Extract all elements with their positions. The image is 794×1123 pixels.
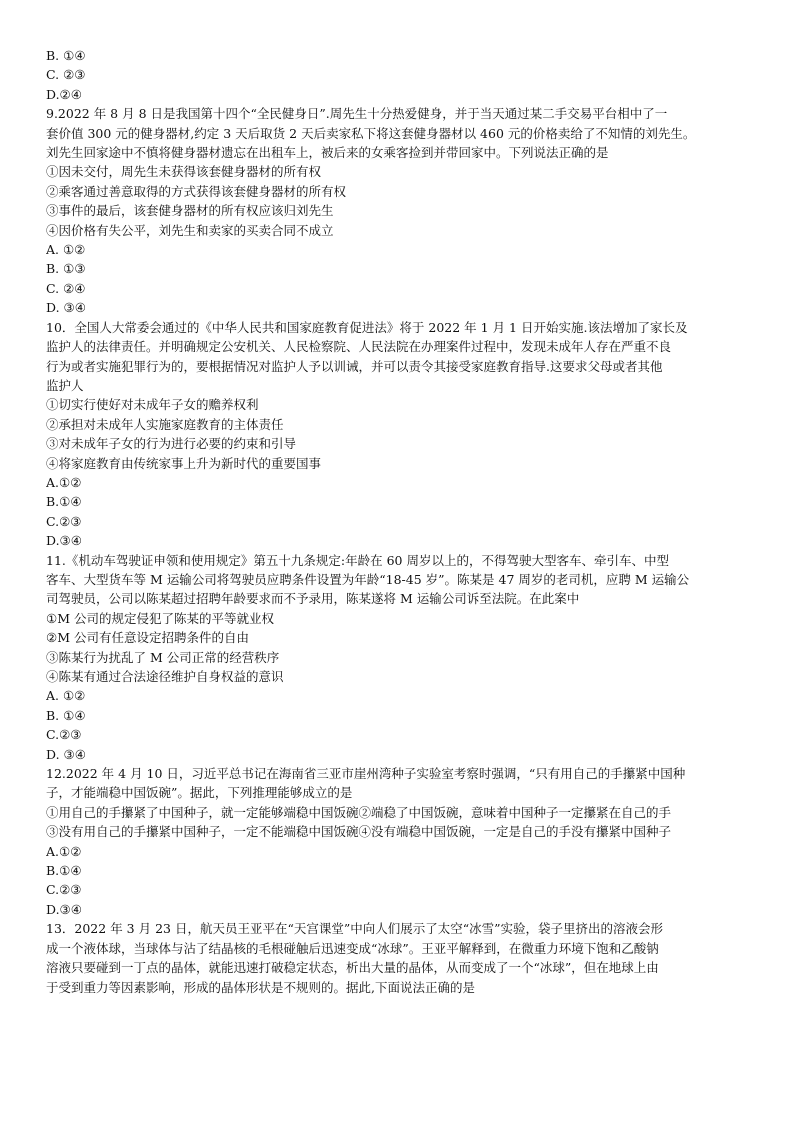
option-c: C.②③ xyxy=(46,882,82,898)
question-stem-line: 于受到重力等因素影响，形成的晶体形状是不规则的。据此,下面说法正确的是 xyxy=(46,979,475,995)
option-a: A.①② xyxy=(46,843,82,859)
question-stem-line: 溶液只要碰到一丁点的晶体，就能迅速打破稳定状态，析出大量的晶体，从而变成了一个“冰球”，但在地球上由 xyxy=(46,960,659,976)
option-b: B.①④ xyxy=(46,863,82,879)
option-c: C. ②④ xyxy=(46,280,86,296)
question-12 xyxy=(46,764,758,919)
statement: ③对未成年子女的行为进行必要的约束和引导 xyxy=(46,436,297,452)
question-stem-line: 13．2022 年 3 月 23 日，航天员王亚平在“天宫课堂”中向人们展示了太空“冰雪”实验，袋子里挤出的溶液会形 xyxy=(46,921,664,937)
statement: ④因价格有失公平，刘先生和卖家的买卖合同不成立 xyxy=(46,222,334,238)
option-c: C. ②③ xyxy=(46,67,86,83)
option-a: A. ①② xyxy=(46,242,86,258)
question-stem-line: 刘先生回家途中不慎将健身器材遗忘在出租车上，被后来的女乘客捡到并带回家中。下列说法正确的是 xyxy=(46,145,609,161)
exam-page xyxy=(46,46,758,997)
question-stem-line: 子，才能端稳中国饭碗”。据此，下列推理能够成立的是 xyxy=(46,785,353,801)
question-stem-line: 监护人的法律责任。并明确规定公安机关、人民检察院、人民法院在办理案件过程中，发现未成年人存在严重不良 xyxy=(46,339,672,355)
statement: ③没有用自己的手攥紧中国种子，一定不能端稳中国饭碗④没有端稳中国饭碗，一定是自己的手没有攥紧中国种子 xyxy=(46,824,672,840)
question-stem-line: 10．全国人大常委会通过的《中华人民共和国家庭教育促进法》将于 2022 年 1 月 1 日开始实施.该法增加了家长及 xyxy=(46,319,688,335)
statement: ①用自己的手攥紧了中国种子，就一定能够端稳中国饭碗②端稳了中国饭碗，意味着中国种子一定攥紧在自己的手 xyxy=(46,804,672,820)
question-stem-line: 司驾驶员，公司以陈某超过招聘年龄要求而不予录用，陈某遂将 M 运输公司诉至法院。在此案中 xyxy=(46,591,580,607)
question-stem-line: 监护人 xyxy=(46,377,84,393)
statement: ②承担对未成年人实施家庭教育的主体责任 xyxy=(46,416,284,432)
statement: ①M 公司的规定侵犯了陈某的平等就业权 xyxy=(46,610,274,626)
option-d: D.③④ xyxy=(46,901,82,917)
statement: ②M 公司有任意设定招聘条件的自由 xyxy=(46,630,249,646)
option-b: B.①④ xyxy=(46,494,82,510)
option-c: C.②③ xyxy=(46,513,82,529)
option-c: C.②③ xyxy=(46,727,82,743)
option-d: D. ③④ xyxy=(46,300,86,316)
option-b: B. ①③ xyxy=(46,261,86,277)
option-a: A.①② xyxy=(46,474,82,490)
statement: ②乘客通过善意取得的方式获得该套健身器材的所有权 xyxy=(46,183,347,199)
question-stem-line: 套价值 300 元的健身器材,约定 3 天后取货 2 天后卖家私下将这套健身器材以 460 元的价格卖给了不知情的刘先生。 xyxy=(46,125,696,141)
question-13 xyxy=(46,919,758,997)
statement: ①因未交付，周先生未获得该套健身器材的所有权 xyxy=(46,164,322,180)
question-8-options xyxy=(46,46,758,104)
question-10 xyxy=(46,318,758,551)
statement: ③事件的最后，该套健身器材的所有权应该归刘先生 xyxy=(46,203,334,219)
question-stem-line: 9.2022 年 8 月 8 日是我国第十四个“全民健身日”.周先生十分热爱健身，并于当天通过某二手交易平台相中了一 xyxy=(46,106,668,122)
question-stem-line: 11.《机动车驾驶证申领和使用规定》第五十九条规定:年龄在 60 周岁以上的，不得驾驶大型客车、牵引车、中型 xyxy=(46,552,669,568)
statement: ④将家庭教育由传统家事上升为新时代的重要国事 xyxy=(46,455,322,471)
option-a: A. ①② xyxy=(46,688,86,704)
statement: ①切实行使好对未成年子女的赡养权利 xyxy=(46,397,259,413)
statement: ③陈某行为扰乱了 M 公司正常的经营秩序 xyxy=(46,649,280,665)
option-b: B. ①④ xyxy=(46,48,86,63)
option-d: D. ③④ xyxy=(46,746,86,762)
question-stem-line: 行为或者实施犯罪行为的，要根据情况对监护人予以训诫，并可以责令其接受家庭教育指导.这要求父母或者其他 xyxy=(46,358,663,374)
question-stem-line: 成一个液体球，当球体与沾了结晶核的毛根碰触后迅速变成“冰球”。王亚平解释到，在微重力环境下饱和乙酸钠 xyxy=(46,940,659,956)
question-9 xyxy=(46,104,758,317)
question-11 xyxy=(46,551,758,764)
question-stem-line: 客车、大型货车等 M 运输公司将驾驶员应聘条件设置为年龄“18-45 岁”。陈某是 47 周岁的老司机，应聘 M 运输公 xyxy=(46,571,690,587)
question-stem-line: 12.2022 年 4 月 10 日，习近平总书记在海南省三亚市崖州湾种子实验室考察时强调，“只有用自己的手攥紧中国种 xyxy=(46,766,686,782)
statement: ④陈某有通过合法途径维护自身权益的意识 xyxy=(46,669,284,684)
option-d: D.③④ xyxy=(46,533,82,549)
option-d: D.②④ xyxy=(46,86,82,102)
option-b: B. ①④ xyxy=(46,707,86,723)
